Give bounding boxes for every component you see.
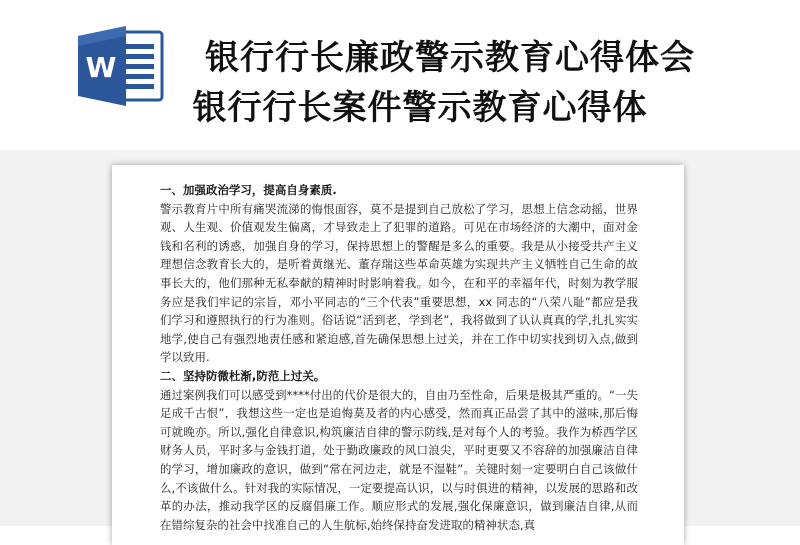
header-banner [0, 0, 800, 150]
document-title-line-1: 银行行长廉政警示教育心得体会 [205, 38, 695, 78]
section-heading-2: 二、坚持防微杜渐,防范上过关。 [160, 368, 326, 383]
section-heading-1: 一、加强政治学习，提高自身素质. [160, 183, 337, 197]
document-content [160, 181, 638, 534]
section-body-2: 通过案例我们可以感受到****付出的代价是很大的，自由乃至性命，后果是极其严重的。“一失足成千古恨”，我想这些一定也是追悔莫及者的内心感受，然而真正品尝了其中的滋味,那后悔可就晚亦。所以,强化自律意识,构筑廉洁自律的警示防线,是对每个人的考验。我作为桥西学区财务人员，平时多与金钱打道，处于勤政廉政的风口浪尖，平时更要又不容辞的加强廉洁自律的学习，增加廉政的意识，做到“常在河边走，就是不湿鞋”。关键时刻一定要明白自己该做什么,不该做什么。针对我的实际情况，一定要提高认识，以与时俱进的精神，以发展的思路和改革的办法，推动我学区的反腐倡廉工作。顺应形式的发展,强化保廉意识，做到廉洁自律,从而在错综复杂的社会中找准自己的人生航标,始终保持奋发进取的精神状态,真 [160, 387, 638, 532]
section-body-1: 警示教育片中所有痛哭流涕的悔恨面容，莫不是提到自己放松了学习，思想上信念动摇，世界观、人生观、价值观发生偏离，才导致走上了犯罪的道路。可见在市场经济的大潮中，面对金钱和名利的诱惑，加强自身的学习，保持思想上的警醒是多么的重要。我是从小接受共产主义理想信念教育长大的，是听着黄继光、董存瑞这些革命英雄为实现共产主义牺牲自己生命的故事长大的，他们那种无私奉献的精神时时影响着我。如今，在和平的幸福年代，时刻为教学服务应是我们牢记的宗旨，邓小平同志的“三个代表”重要思想，xx 同志的“八荣八耻”都应是我们学习和遵照执行的行为准则。俗话说“活到老，学到老”，我将做到了认认真真的学,扎扎实实地学,使自己有强烈地责任感和紧迫感,首先确保思想上过关，并在工作中切实找到切入点,做到学以致用. [160, 201, 638, 365]
document-title-line-2: 银行行长案件警示教育心得体 [192, 88, 648, 128]
svg-text:W: W [85, 51, 117, 84]
